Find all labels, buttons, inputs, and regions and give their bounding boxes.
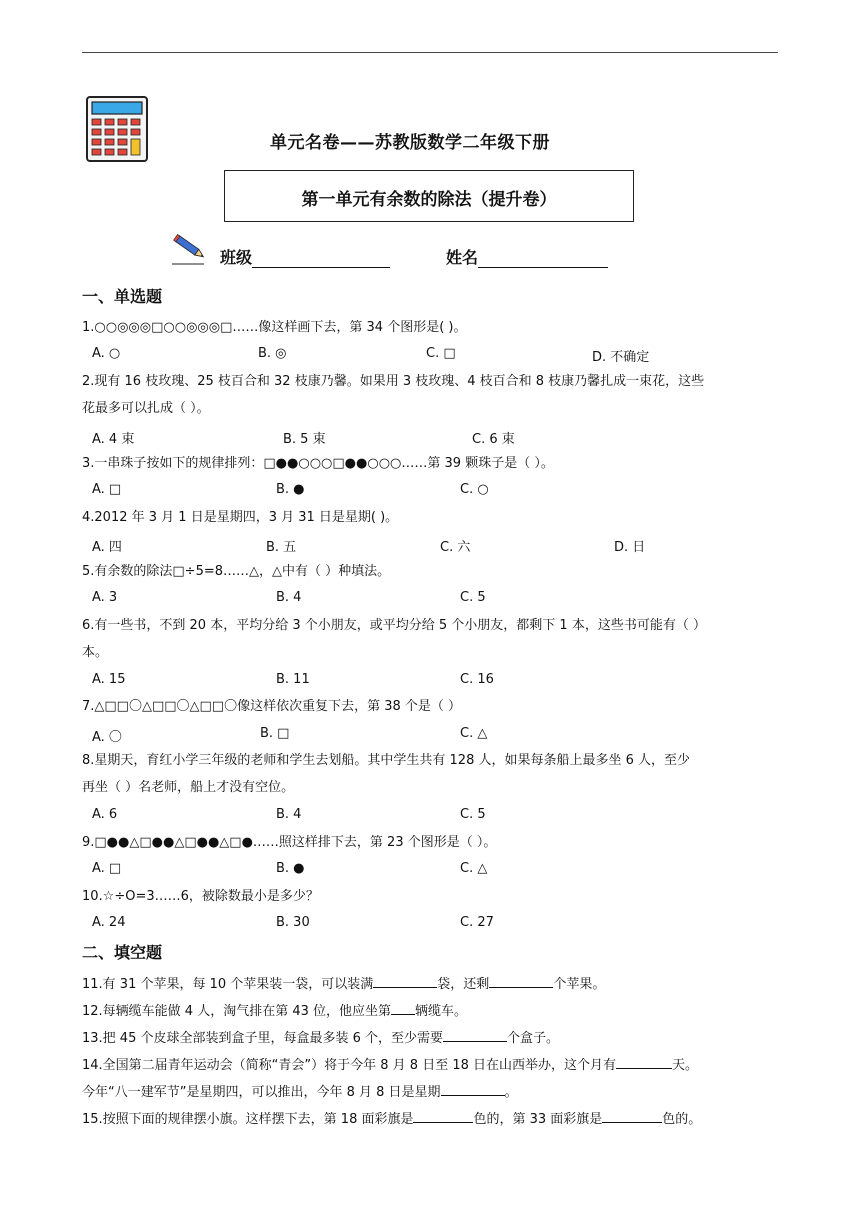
- q15-text-a: 15.按照下面的规律摆小旗。这样摆下去，第 18 面彩旗是: [82, 1112, 414, 1127]
- q14-blank-1[interactable]: [616, 1054, 672, 1069]
- question-12: [82, 998, 782, 1025]
- class-label: 班级: [220, 248, 253, 267]
- q8-option-a[interactable]: A. 6: [92, 807, 118, 822]
- header-rule: [82, 52, 778, 53]
- q12-text-b: 辆缆车。: [415, 1004, 468, 1019]
- page-title: 单元名卷——苏教版数学二年级下册: [270, 133, 550, 153]
- question-2-line-2: 花最多可以扎成（ ）。: [82, 401, 210, 416]
- page-subtitle: 第一单元有余数的除法（提升卷）: [301, 190, 557, 210]
- q1-option-d[interactable]: D. 不确定: [592, 350, 650, 365]
- q4-option-a[interactable]: A. 四: [92, 540, 122, 555]
- q3-option-a[interactable]: A. □: [92, 482, 122, 497]
- name-label: 姓名: [446, 248, 479, 267]
- q10-option-a[interactable]: A. 24: [92, 915, 126, 930]
- q13-text-a: 13.把 45 个皮球全部装到盒子里，每盒最多装 6 个，至少需要: [82, 1031, 444, 1046]
- q2-option-c[interactable]: C. 6 束: [472, 432, 515, 447]
- subtitle-box: [224, 170, 634, 222]
- question-7: 7.△□□〇△□□〇△□□〇像这样依次重复下去，第 38 个是（ ）: [82, 699, 462, 714]
- q11-text-b: 袋，还剩: [437, 977, 490, 992]
- q5-option-a[interactable]: A. 3: [92, 590, 118, 605]
- q4-option-d[interactable]: D. 日: [614, 540, 646, 555]
- q3-option-b[interactable]: B. ●: [276, 482, 305, 497]
- q14-text-b: 天。: [672, 1058, 699, 1073]
- name-blank[interactable]: [478, 249, 608, 268]
- calculator-icon: [86, 96, 148, 162]
- question-5: 5.有余数的除法□÷5=8……△，△中有（ ）种填法。: [82, 564, 391, 579]
- class-field[interactable]: [220, 245, 390, 268]
- question-6-line-1: 6.有一些书，不到 20 本，平均分给 3 个小朋友，或平均分给 5 个小朋友，都剩下 1 本，这些书可能有（ ）: [82, 618, 706, 633]
- question-9: 9.□●●△□●●△□●●△□●……照这样排下去，第 23 个图形是（ ）。: [82, 835, 497, 850]
- question-13: [82, 1025, 782, 1052]
- question-11: [82, 971, 782, 998]
- q4-option-c[interactable]: C. 六: [440, 540, 471, 555]
- q9-option-c[interactable]: C. △: [460, 861, 488, 876]
- q14-blank-2[interactable]: [441, 1081, 505, 1096]
- q15-blank-2[interactable]: [602, 1108, 662, 1123]
- q12-blank-1[interactable]: [391, 1000, 415, 1015]
- q13-text-b: 个盒子。: [507, 1031, 560, 1046]
- section-single-choice: 一、单选题: [82, 287, 163, 306]
- q8-option-c[interactable]: C. 5: [460, 807, 486, 822]
- q4-option-b[interactable]: B. 五: [266, 540, 297, 555]
- q13-blank-1[interactable]: [443, 1027, 507, 1042]
- q2-option-b[interactable]: B. 5 束: [283, 432, 326, 447]
- q11-blank-2[interactable]: [489, 973, 553, 988]
- q5-option-c[interactable]: C. 5: [460, 590, 486, 605]
- section-fill-blank: 二、填空题: [82, 943, 163, 962]
- question-3: 3.一串珠子按如下的规律排列：□●●○○○□●●○○○……第 39 颗珠子是（ ）。: [82, 456, 554, 471]
- q1-option-a[interactable]: A. ○: [92, 346, 121, 361]
- q15-blank-1[interactable]: [413, 1108, 473, 1123]
- pencil-icon: [170, 232, 210, 266]
- q7-option-b[interactable]: B. □: [260, 726, 290, 741]
- q14-text-d: 。: [504, 1085, 518, 1100]
- question-15: [82, 1106, 782, 1133]
- question-8-line-2: 再坐（ ）名老师，船上才没有空位。: [82, 780, 295, 795]
- q3-option-c[interactable]: C. ○: [460, 482, 489, 497]
- question-14-line-2: [82, 1079, 782, 1106]
- q6-option-b[interactable]: B. 11: [276, 672, 310, 687]
- q14-text-c: 今年“八一建军节”是星期四，可以推出，今年 8 月 8 日是星期: [82, 1085, 441, 1100]
- q6-option-c[interactable]: C. 16: [460, 672, 494, 687]
- question-6-line-2: 本。: [82, 645, 109, 660]
- question-8-line-1: 8.星期天，育红小学三年级的老师和学生去划船。其中学生共有 128 人，如果每条船上最多坐 6 人，至少: [82, 753, 691, 768]
- q2-option-a[interactable]: A. 4 束: [92, 432, 135, 447]
- q12-text-a: 12.每辆缆车能做 4 人，淘气排在第 43 位，他应坐第: [82, 1004, 392, 1019]
- q10-option-b[interactable]: B. 30: [276, 915, 310, 930]
- class-blank[interactable]: [252, 249, 390, 268]
- q5-option-b[interactable]: B. 4: [276, 590, 302, 605]
- q1-option-b[interactable]: B. ◎: [258, 346, 287, 361]
- q1-option-c[interactable]: C. □: [426, 346, 456, 361]
- question-10: 10.☆÷O=3……6，被除数最小是多少？: [82, 889, 319, 904]
- q7-option-a[interactable]: A. 〇: [92, 730, 122, 745]
- q9-option-a[interactable]: A. □: [92, 861, 122, 876]
- q9-option-b[interactable]: B. ●: [276, 861, 305, 876]
- question-1: 1.○○◎◎◎□○○◎◎◎□……像这样画下去，第 34 个图形是( )。: [82, 320, 467, 335]
- q15-text-b: 色的，第 33 面彩旗是: [473, 1112, 603, 1127]
- q11-text-c: 个苹果。: [553, 977, 606, 992]
- q7-option-c[interactable]: C. △: [460, 726, 488, 741]
- q10-option-c[interactable]: C. 27: [460, 915, 494, 930]
- q11-text-a: 11.有 31 个苹果，每 10 个苹果装一袋，可以装满: [82, 977, 374, 992]
- q11-blank-1[interactable]: [373, 973, 437, 988]
- q8-option-b[interactable]: B. 4: [276, 807, 302, 822]
- question-2-line-1: 2.现有 16 枝玫瑰、25 枝百合和 32 枝康乃馨。如果用 3 枝玫瑰、4 枝百合和 8 枝康乃馨扎成一束花，这些: [82, 374, 705, 389]
- question-4: 4.2012 年 3 月 1 日是星期四，3 月 31 日是星期( )。: [82, 510, 399, 525]
- q6-option-a[interactable]: A. 15: [92, 672, 126, 687]
- q15-text-c: 色的。: [662, 1112, 702, 1127]
- question-14-line-1: [82, 1052, 782, 1079]
- q14-text-a: 14.全国第二届青年运动会（简称“青会”）将于今年 8 月 8 日至 18 日在山西举办，这个月有: [82, 1058, 617, 1073]
- name-field[interactable]: [446, 245, 608, 268]
